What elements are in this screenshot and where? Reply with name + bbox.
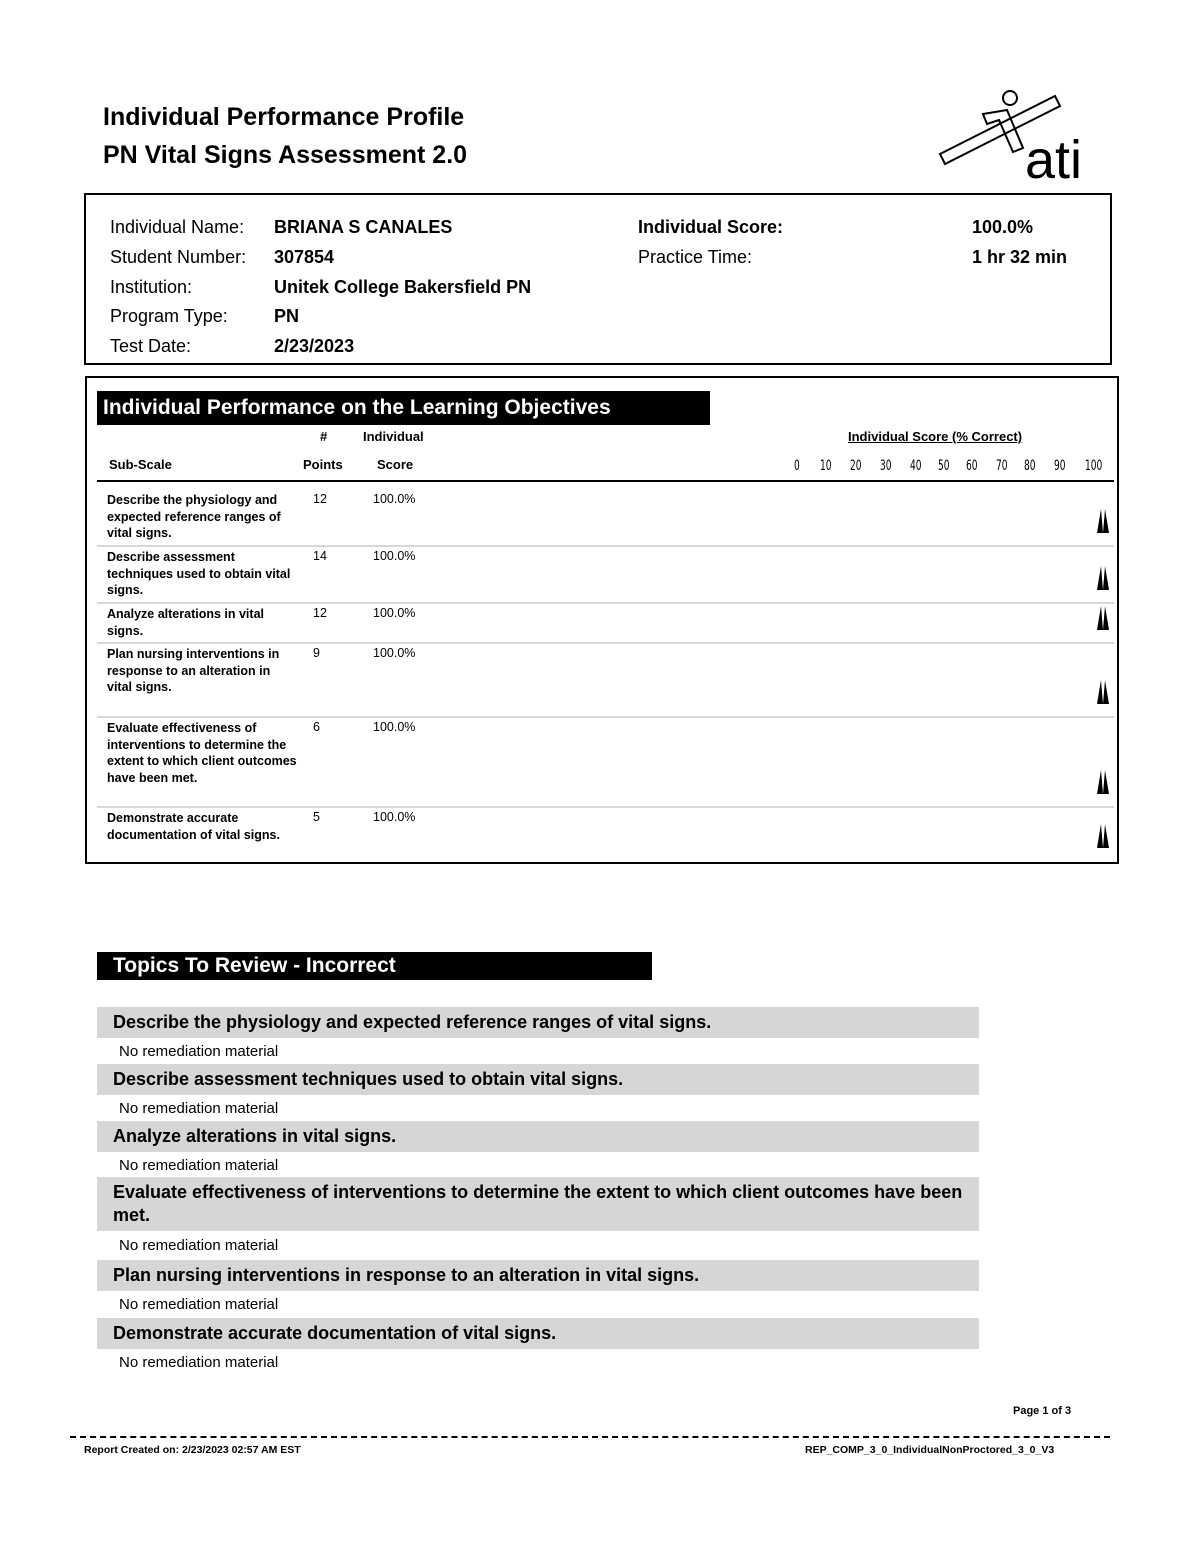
objective-points: 5 (313, 810, 320, 824)
topic-title: Analyze alterations in vital signs. (97, 1121, 979, 1152)
test-date-label: Test Date: (110, 336, 192, 356)
topics-section-title: Topics To Review - Incorrect (97, 952, 652, 980)
objective-row (97, 602, 1114, 644)
practice-time-value: 1 hr 32 min (972, 247, 1068, 267)
axis-tick: 80 (1024, 458, 1036, 474)
footer-divider (70, 1436, 1110, 1438)
institution-value: Unitek College Bakersfield PN (274, 277, 532, 297)
objective-score: 100.0% (373, 549, 416, 563)
axis-tick: 70 (996, 458, 1008, 474)
objective-points: 14 (313, 549, 327, 563)
institution-label: Institution: (110, 277, 193, 297)
score-marker (1096, 604, 1110, 630)
topic-note: No remediation material (119, 1157, 279, 1174)
objective-row (97, 716, 1114, 808)
axis-tick: 0 (794, 458, 800, 474)
score-marker (1096, 678, 1110, 704)
score-header: Score (377, 457, 414, 472)
points-header: Points (303, 457, 343, 472)
axis-tick: 60 (966, 458, 978, 474)
report-id: REP_COMP_3_0_IndividualNonProctored_3_0_V3 (805, 1444, 1055, 1456)
score-marker (1096, 768, 1110, 794)
objective-points: 9 (313, 646, 320, 660)
axis-tick: 30 (880, 458, 892, 474)
topic-title: Plan nursing interventions in response to an alteration in vital signs. (97, 1260, 979, 1291)
score-marker (1096, 564, 1110, 590)
topic-note: No remediation material (119, 1354, 279, 1371)
objective-row (97, 806, 1114, 860)
score-label: Individual Score: (638, 217, 784, 237)
score-header-top: Individual (363, 429, 424, 444)
objective-score: 100.0% (373, 606, 416, 620)
axis-tick: 50 (938, 458, 950, 474)
score-marker (1096, 507, 1110, 533)
objective-score: 100.0% (373, 720, 416, 734)
objective-points: 6 (313, 720, 320, 734)
program-label: Program Type: (110, 306, 228, 326)
topic-note: No remediation material (119, 1237, 279, 1254)
topic-note: No remediation material (119, 1043, 279, 1060)
program-value: PN (274, 306, 300, 326)
test-date-value: 2/23/2023 (274, 336, 355, 356)
objective-row (97, 545, 1114, 604)
assessment-title: PN Vital Signs Assessment 2.0 (103, 141, 468, 169)
axis-tick: 10 (820, 458, 832, 474)
objective-points: 12 (313, 606, 327, 620)
axis-tick: 40 (910, 458, 922, 474)
objective-label: Demonstrate accurate documentation of vital signs. (107, 811, 280, 842)
objective-label: Evaluate effectiveness of interventions to determine the extent to which client outcomes have been met. (107, 721, 297, 785)
topic-title: Evaluate effectiveness of interventions to determine the extent to which client outcomes have been met. (97, 1177, 979, 1231)
objective-label: Describe the physiology and expected reference ranges of vital signs. (107, 493, 281, 540)
axis-tick: 100 (1085, 458, 1103, 474)
axis-tick: 90 (1054, 458, 1066, 474)
name-value: BRIANA S CANALES (274, 217, 453, 237)
report-title: Individual Performance Profile (103, 103, 465, 131)
student-number-label: Student Number: (110, 247, 247, 267)
report-created: Report Created on: 2/23/2023 02:57 AM EST (84, 1444, 301, 1456)
points-header-top: # (320, 429, 328, 444)
topic-note: No remediation material (119, 1100, 279, 1117)
objective-score: 100.0% (373, 810, 416, 824)
topic-title: Describe the physiology and expected reference ranges of vital signs. (97, 1007, 979, 1038)
svg-text:ati: ati (1025, 130, 1083, 186)
objective-label: Describe assessment techniques used to obtain vital signs. (107, 550, 291, 597)
header-rule (97, 480, 1114, 482)
objectives-section-title: Individual Performance on the Learning Objectives (97, 391, 710, 425)
topic-title: Describe assessment techniques used to obtain vital signs. (97, 1064, 979, 1095)
axis-tick: 20 (850, 458, 862, 474)
page-number: Page 1 of 3 (1013, 1405, 1072, 1417)
student-info-box (84, 193, 1112, 365)
objective-label: Plan nursing interventions in response to an alteration in vital signs. (107, 647, 280, 694)
practice-time-label: Practice Time: (638, 247, 753, 267)
topic-note: No remediation material (119, 1296, 279, 1313)
score-value: 100.0% (972, 217, 1034, 237)
objective-points: 12 (313, 492, 327, 506)
objective-label: Analyze alterations in vital signs. (107, 607, 264, 638)
objective-row (97, 488, 1114, 547)
objective-score: 100.0% (373, 492, 416, 506)
subscale-header: Sub-Scale (109, 457, 172, 472)
objective-score: 100.0% (373, 646, 416, 660)
objective-row (97, 642, 1114, 718)
ati-logo (935, 86, 1105, 186)
chart-title: Individual Score (% Correct) (848, 429, 1023, 444)
topic-title: Demonstrate accurate documentation of vital signs. (97, 1318, 979, 1349)
student-number-value: 307854 (274, 247, 335, 267)
score-marker (1096, 822, 1110, 848)
name-label: Individual Name: (110, 217, 245, 237)
